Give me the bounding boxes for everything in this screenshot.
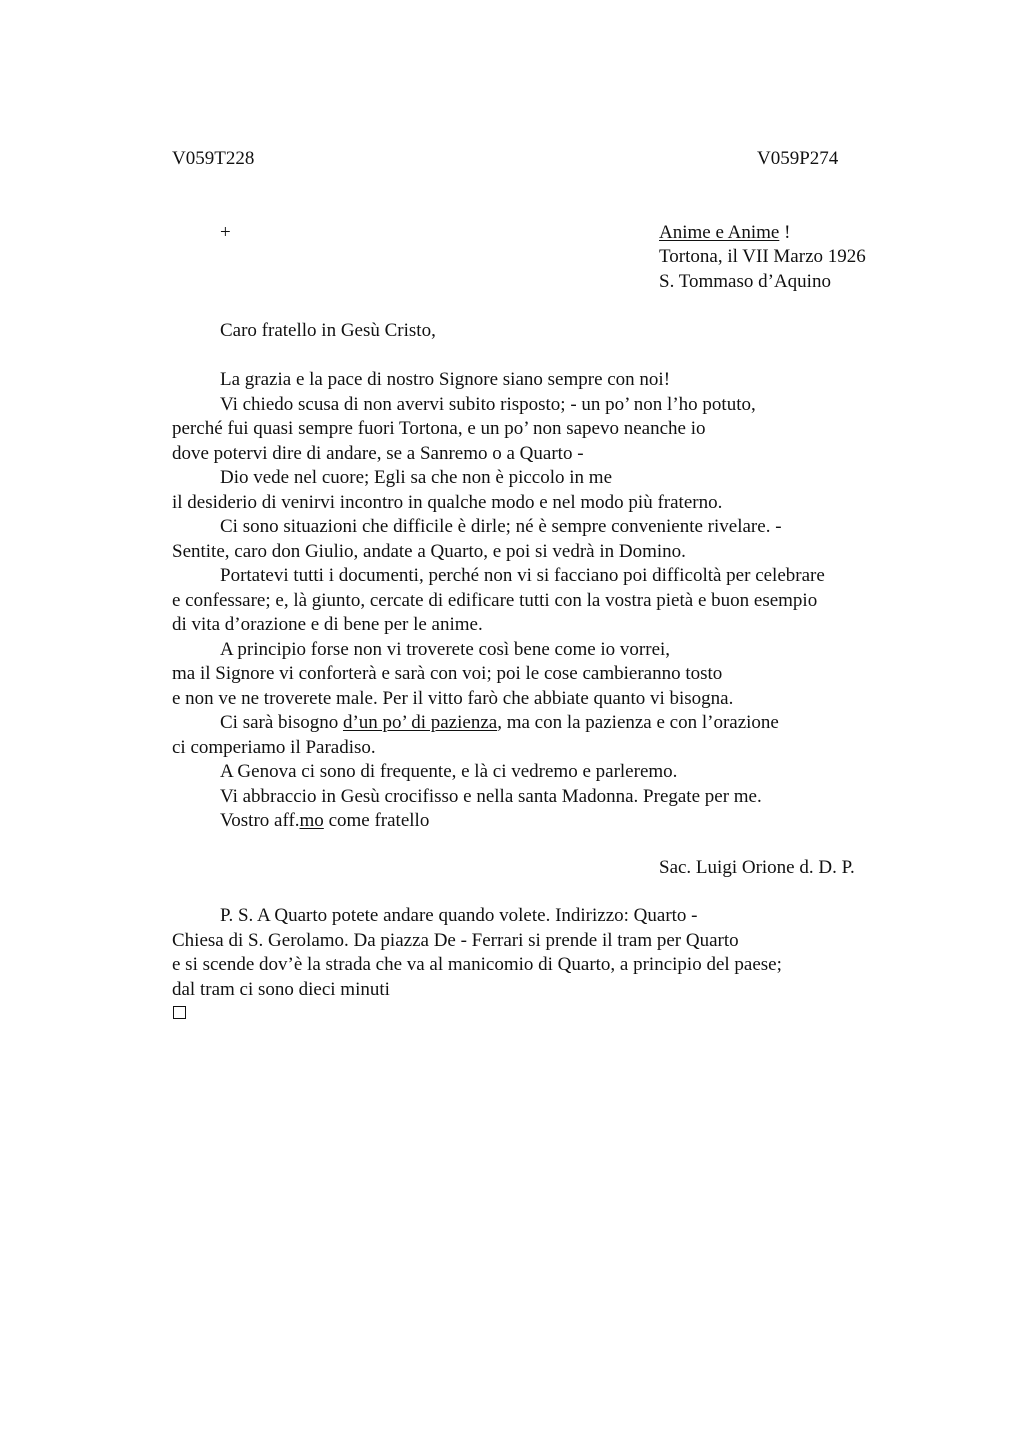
postscript-line: P. S. A Quarto potete andare quando volete. Indirizzo: Quarto -: [220, 905, 698, 926]
body-line: dove potervi dire di andare, se a Sanremo o a Quarto -: [172, 442, 584, 464]
body-text-underlined: d’un po’ di pazienza: [342, 712, 498, 733]
body-line: perché fui quasi sempre fuori Tortona, e un po’ non sapevo neanche io: [172, 418, 706, 439]
body-line: il desiderio di venirvi incontro in qualche modo e nel modo più fraterno.: [172, 491, 723, 513]
body-line: Ci sono situazioni che difficile è dirle; né è sempre conveniente rivelare. -: [220, 516, 782, 537]
closing-text-underlined: mo: [299, 810, 324, 831]
closing-text: Vostro aff.: [220, 810, 300, 831]
document-code-right: V059P274: [757, 148, 839, 169]
body-line: e confessare; e, là giunto, cercate di edificare tutti con la vostra pietà e buon esempio: [172, 589, 818, 611]
body-line: ci comperiamo il Paradiso.: [172, 736, 376, 758]
body-line: Portatevi tutti i documenti, perché non vi si facciano poi difficoltà per celebrare: [220, 565, 825, 586]
postscript-line: e si scende dov’è la strada che va al manicomio di Quarto, a principio del paese;: [172, 954, 782, 975]
body-line: Vi abbraccio in Gesù crocifisso e nella santa Madonna. Pregate per me.: [220, 785, 762, 807]
salutation: Caro fratello in Gesù Cristo,: [220, 320, 436, 341]
saint-line: S. Tommaso d’Aquino: [659, 271, 831, 292]
postscript-line: Chiesa di S. Gerolamo. Da piazza De - Ferrari si prende il tram per Quarto: [172, 929, 739, 951]
body-line: A Genova ci sono di frequente, e là ci vedremo e parleremo.: [220, 761, 678, 782]
cross-mark: +: [220, 222, 231, 243]
body-text: Ci sarà bisogno: [220, 712, 343, 733]
motto-underlined: Anime e Anime: [659, 222, 780, 243]
body-line: di vita d’orazione e di bene per le anime.: [172, 614, 483, 635]
body-line: [172, 711, 779, 735]
body-line: ma il Signore vi conforterà e sarà con voi; poi le cose cambieranno tosto: [172, 663, 723, 684]
motto: [659, 221, 790, 245]
body-line: La grazia e la pace di nostro Signore siano sempre con noi!: [220, 369, 671, 390]
closing-line: [172, 809, 429, 833]
date-line: Tortona, il VII Marzo 1926: [659, 246, 866, 267]
postscript-line: dal tram ci sono dieci minuti: [172, 978, 390, 1000]
motto-suffix: !: [779, 222, 791, 243]
signature: Sac. Luigi Orione d. D. P.: [659, 857, 855, 878]
closing-text: come fratello: [323, 810, 430, 831]
empty-square-icon: [173, 1006, 186, 1019]
body-line: Sentite, caro don Giulio, andate a Quarto, e poi si vedrà in Domino.: [172, 540, 686, 562]
body-line: e non ve ne troverete male. Per il vitto farò che abbiate quanto vi bisogna.: [172, 687, 734, 709]
body-line: Dio vede nel cuore; Egli sa che non è piccolo in me: [220, 467, 613, 488]
body-line: Vi chiedo scusa di non avervi subito risposto; - un po’ non l’ho potuto,: [220, 393, 756, 415]
body-text: , ma con la pazienza e con l’orazione: [497, 712, 779, 733]
document-code-left: V059T228: [172, 148, 255, 169]
body-line: A principio forse non vi troverete così bene come io vorrei,: [220, 638, 671, 660]
